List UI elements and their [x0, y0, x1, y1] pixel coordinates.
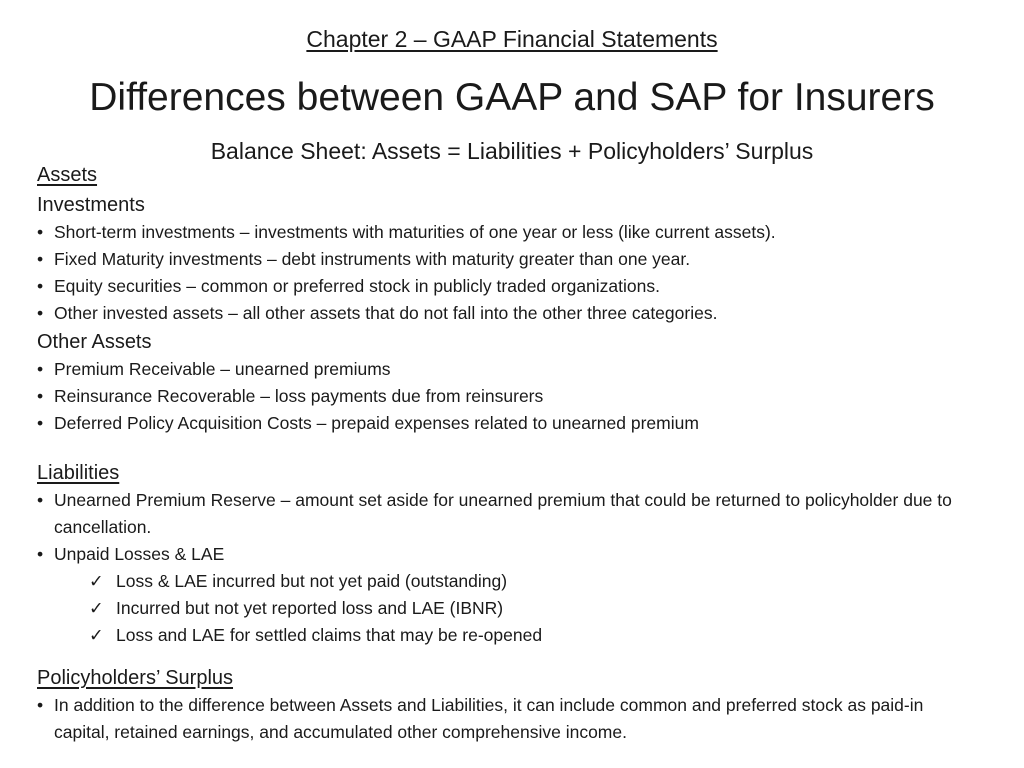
assets-section [37, 161, 997, 437]
bullet-icon: • [37, 490, 44, 510]
bullet-icon: • [37, 544, 44, 564]
list-item [37, 595, 997, 622]
liabilities-section [37, 459, 997, 649]
list-item [37, 246, 997, 273]
other-assets-list [37, 356, 997, 437]
checkmark-icon: ✓ [89, 571, 104, 591]
surplus-list [37, 692, 997, 746]
list-item [37, 383, 997, 410]
surplus-heading: Policyholders’ Surplus [37, 667, 234, 689]
unpaid-losses-sublist [37, 568, 997, 649]
checkmark-icon: ✓ [89, 598, 104, 618]
list-item [37, 356, 997, 383]
liabilities-heading: Liabilities [37, 462, 120, 484]
list-item [37, 487, 974, 541]
list-item-text: Incurred but not yet reported loss and LAE (IBNR) [116, 598, 504, 618]
list-item-text: Fixed Maturity investments – debt instruments with maturity greater than one year. [54, 249, 691, 269]
list-item-text: In addition to the difference between Assets and Liabilities, it can include common and preferred stock as paid-in capital, retained earnings, and accumulated other comprehensive income. [54, 695, 924, 742]
assets-heading: Assets [37, 164, 98, 186]
bullet-icon: • [37, 249, 44, 269]
surplus-section [37, 664, 997, 746]
balance-sheet-equation: Balance Sheet: Assets = Liabilities + Policyholders’ Surplus [210, 138, 814, 164]
investments-list [37, 219, 997, 327]
bullet-icon: • [37, 276, 44, 296]
list-item-text: Deferred Policy Acquisition Costs – prepaid expenses related to unearned premium [54, 413, 699, 433]
list-item-text: Premium Receivable – unearned premiums [54, 359, 391, 379]
list-item [37, 541, 997, 568]
list-item-text: Reinsurance Recoverable – loss payments due from reinsurers [54, 386, 544, 406]
bullet-icon: • [37, 303, 44, 323]
list-item [37, 568, 997, 595]
list-item [37, 692, 974, 746]
slide-title: Differences between GAAP and SAP for Insurers [89, 76, 935, 119]
bullet-icon: • [37, 359, 44, 379]
other-assets-heading: Other Assets [37, 331, 152, 353]
list-item [37, 300, 997, 327]
list-item-text: Short-term investments – investments with maturities of one year or less (like current assets). [54, 222, 776, 242]
list-item [37, 410, 997, 437]
list-item [37, 219, 997, 246]
list-item-text: Equity securities – common or preferred stock in publicly traded organizations. [54, 276, 660, 296]
chapter-title: Chapter 2 – GAAP Financial Statements [306, 26, 718, 52]
liabilities-list [37, 487, 997, 568]
checkmark-icon: ✓ [89, 625, 104, 645]
list-item-text: Unpaid Losses & LAE [54, 544, 225, 564]
investments-heading: Investments [37, 194, 145, 216]
bullet-icon: • [37, 695, 44, 715]
list-item-text: Loss and LAE for settled claims that may be re-opened [116, 625, 543, 645]
bullet-icon: • [37, 413, 44, 433]
list-item-text: Unearned Premium Reserve – amount set aside for unearned premium that could be returned to policyholder due to cancellation. [54, 490, 952, 537]
bullet-icon: • [37, 222, 44, 242]
list-item [37, 622, 997, 649]
bullet-icon: • [37, 386, 44, 406]
list-item [37, 273, 997, 300]
list-item-text: Other invested assets – all other assets that do not fall into the other three categories. [54, 303, 718, 323]
list-item-text: Loss & LAE incurred but not yet paid (outstanding) [116, 571, 508, 591]
